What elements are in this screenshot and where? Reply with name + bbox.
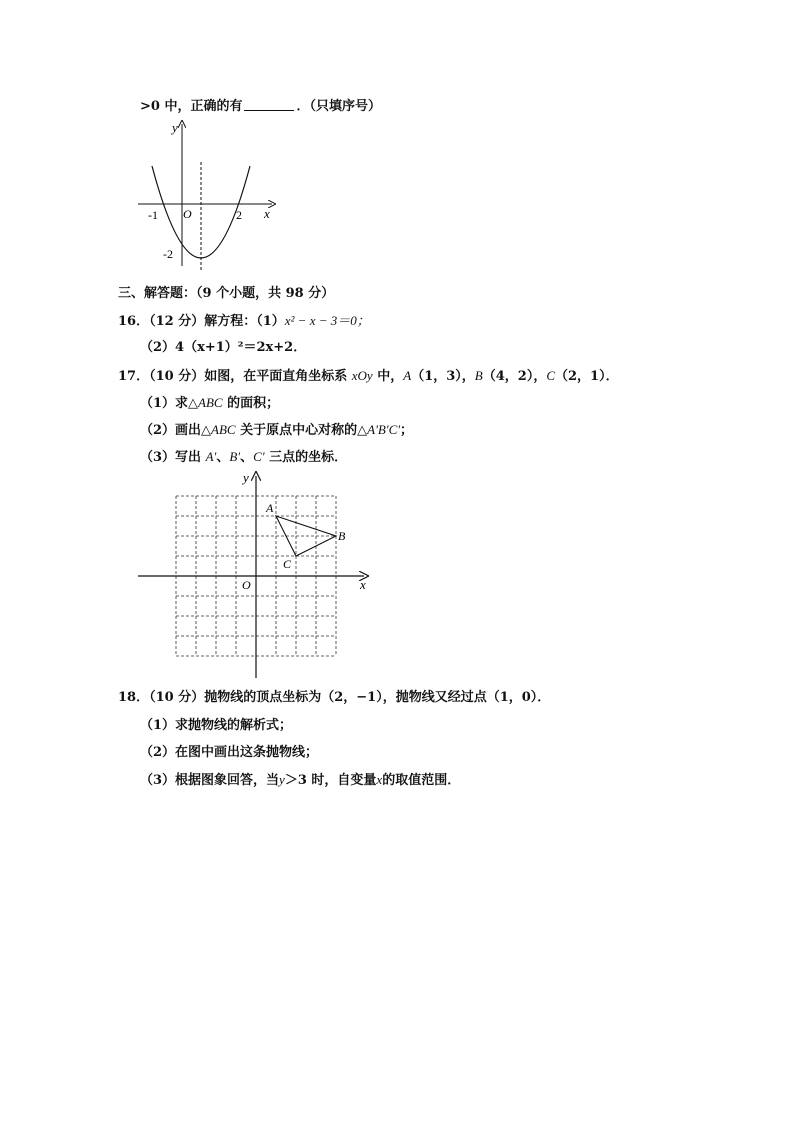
q17-s3d: B' <box>229 449 241 464</box>
q17-point-b: B <box>474 368 483 383</box>
q17-s2e: ； <box>400 423 414 438</box>
q18-s3b: y <box>279 772 285 787</box>
grid-figure <box>130 468 380 680</box>
q17-s2c: 关于原点中心对称的△ <box>240 423 368 438</box>
origin-label: O <box>183 207 192 221</box>
q17-s3c: 、 <box>216 450 230 465</box>
y-label: y <box>243 470 249 485</box>
q17-s1c: 的面积； <box>227 396 280 411</box>
q17-mid: 中， <box>377 369 404 384</box>
q17-coord-c: （2，1）． <box>555 369 619 384</box>
q18-part-2: （2）在图中画出这条抛物线； <box>140 745 319 760</box>
label-c: C <box>283 557 292 571</box>
continuation-suffix: ．（只填序号） <box>296 99 381 114</box>
q17-s2d: A'B'C' <box>367 422 401 437</box>
q17-s2a: （2）画出△ <box>140 423 212 438</box>
q17-heading: 17．（10 分）如图，在平面直角坐标系 <box>118 369 348 384</box>
q17-coord-b: （4，2）， <box>482 369 547 384</box>
q17-s1a: （1）求△ <box>140 396 199 411</box>
q18-s3e: 的取值范围． <box>382 773 461 788</box>
question-16 <box>118 313 370 330</box>
label-neg1: -1 <box>148 208 158 222</box>
q18-s3d: x <box>376 772 383 787</box>
y-label: y <box>172 120 178 135</box>
label-2: 2 <box>236 208 242 222</box>
question-18: 18．（10 分）抛物线的顶点坐标为（2，−1），抛物线又经过点（1，0）． <box>118 690 551 705</box>
x-label: x <box>264 206 270 221</box>
label-b: B <box>338 529 346 543</box>
origin-label: O <box>242 578 251 592</box>
continuation-text: >0 中，正确的有 <box>140 99 243 114</box>
q17-s3a: （3）写出 <box>140 450 202 465</box>
q17-s3e: 、 <box>240 450 254 465</box>
q16-equation-1: x² − x − 3＝0； <box>284 313 370 328</box>
q16-heading: 16．（12 分）解方程：（1） <box>118 314 285 329</box>
q18-s3a: （3）根据图象回答，当 <box>140 773 280 788</box>
q17-coord-a: （1，3）， <box>411 369 475 384</box>
section-title: 三、解答题：（9 个小题，共 98 分） <box>118 286 335 301</box>
answer-blank[interactable] <box>244 98 294 111</box>
question-continuation <box>140 98 381 115</box>
q17-point-a: A <box>403 368 412 383</box>
q17-part-2 <box>140 422 413 439</box>
q17-point-c: C <box>546 368 555 383</box>
q17-s1b: ABC <box>198 395 223 410</box>
q17-s3f: C' <box>253 449 265 464</box>
q16-part-2: （2）4（x+1）²＝2x+2． <box>140 340 307 355</box>
q17-part-1 <box>140 395 279 412</box>
question-17 <box>118 368 619 385</box>
q17-s3g: 三点的坐标． <box>269 450 348 465</box>
q18-part-1: （1）求抛物线的解析式； <box>140 718 293 733</box>
q17-s2b: ABC <box>211 422 236 437</box>
parabola-figure <box>130 118 280 278</box>
q18-part-3 <box>140 772 460 789</box>
q17-part-3 <box>140 449 347 466</box>
label-neg2: -2 <box>163 247 173 261</box>
q18-s3c: ＞3 时，自变量 <box>284 773 377 788</box>
x-label: x <box>360 577 366 592</box>
q17-xoy: xOy <box>351 368 373 383</box>
label-a: A <box>266 501 274 515</box>
q17-s3b: A' <box>205 449 217 464</box>
